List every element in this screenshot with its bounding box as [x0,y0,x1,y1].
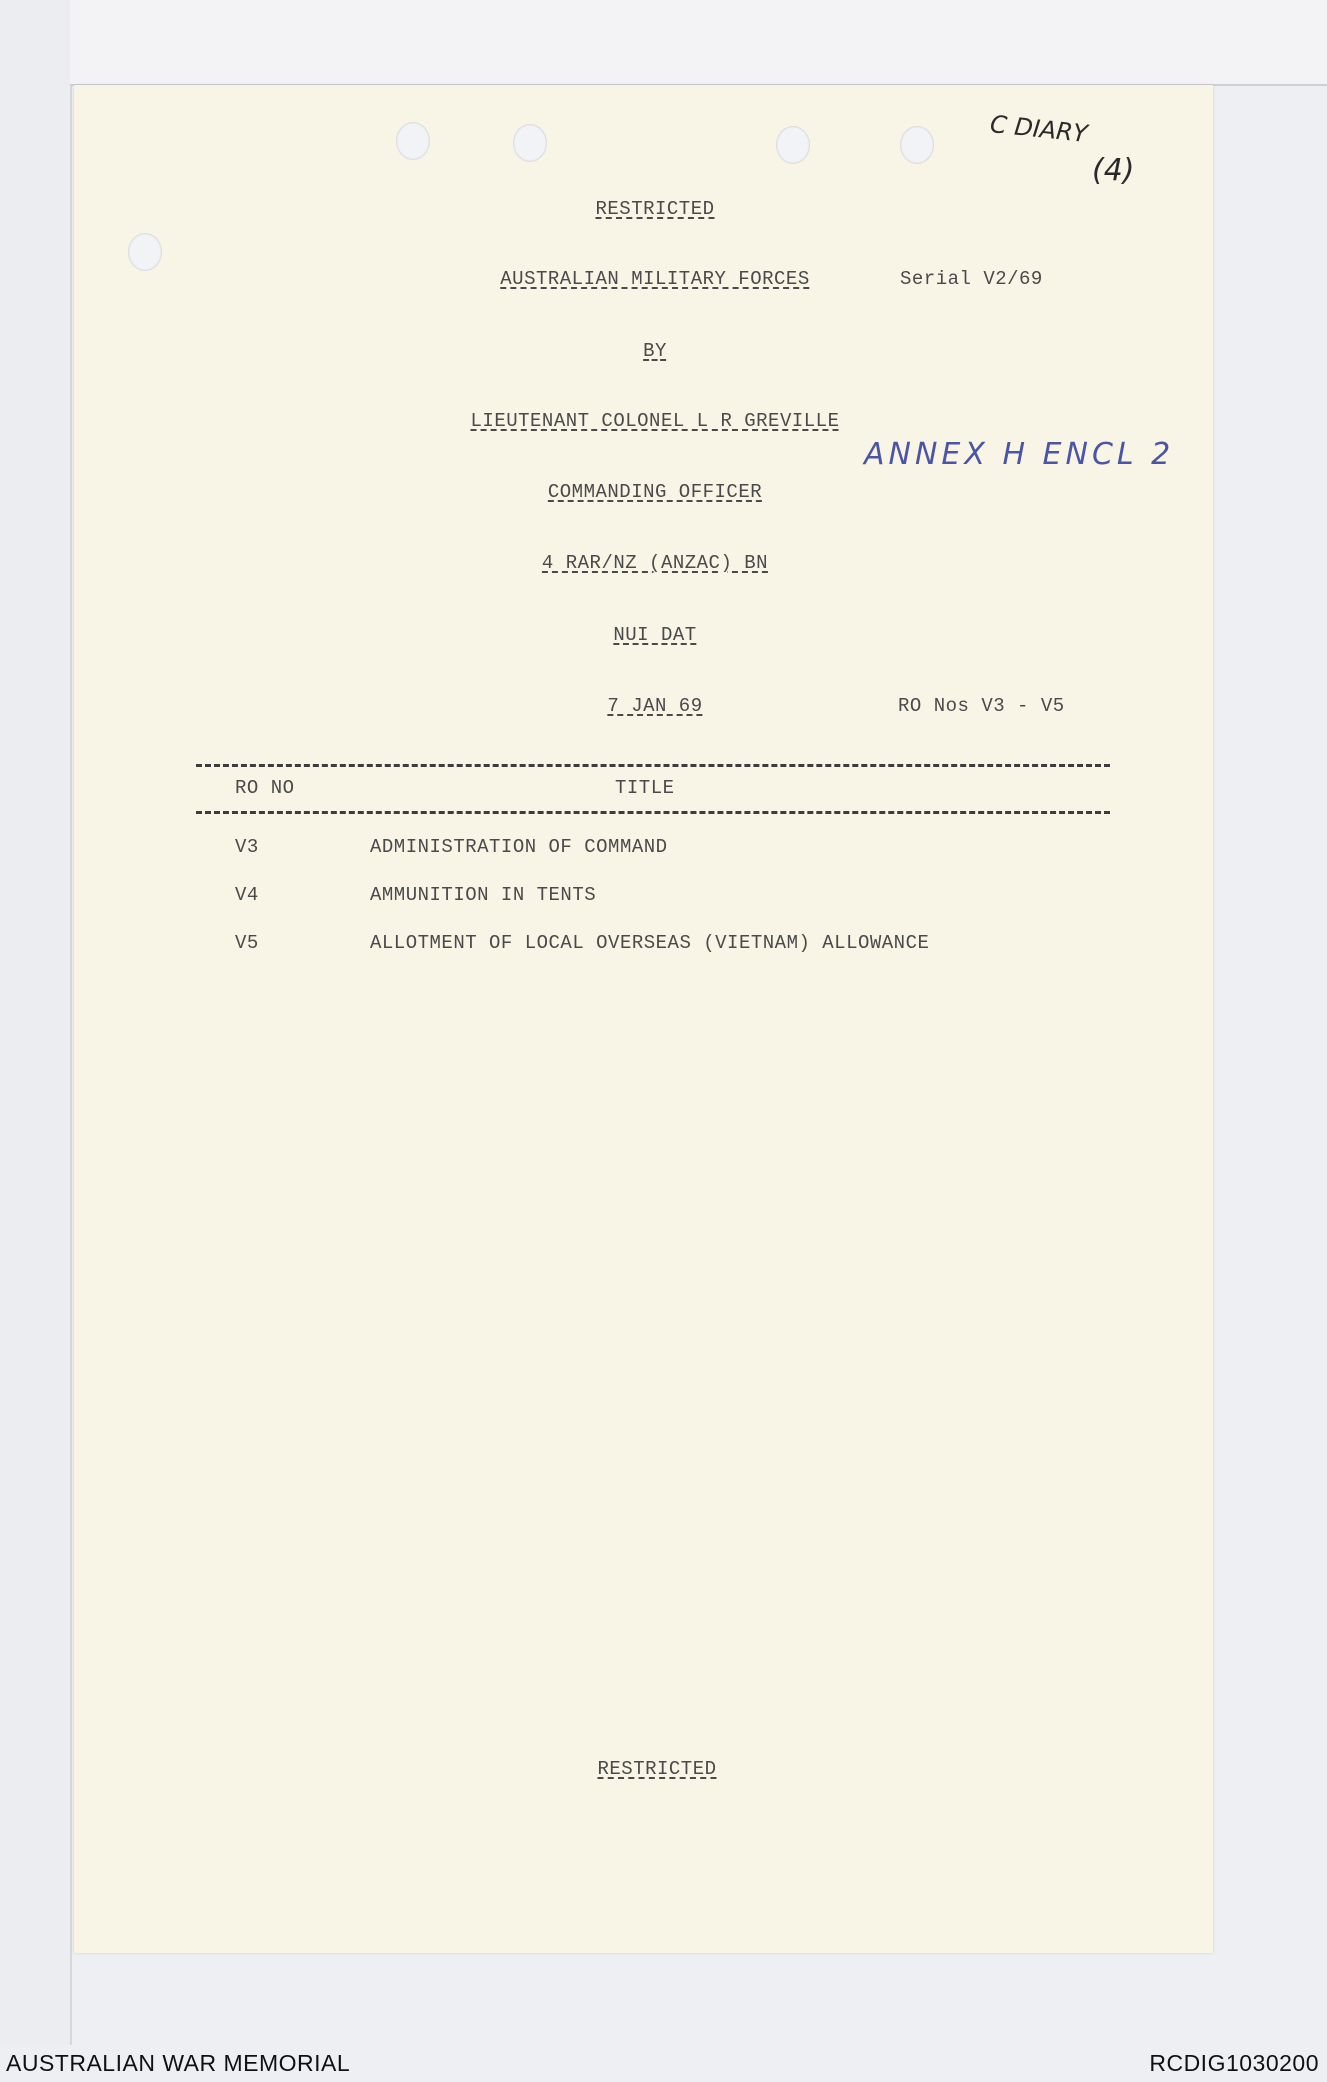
table-header-rule [196,811,1110,814]
row-title: ALLOTMENT OF LOCAL OVERSEAS (VIETNAM) ALLOWANCE [370,932,930,954]
ro-number-range: RO Nos V3 - V5 [898,695,1065,717]
document-page [74,85,1213,1953]
column-header-title: TITLE [615,777,675,799]
row-title: AMMUNITION IN TENTS [370,884,597,906]
scanner-background-left [0,0,72,2045]
by-line: BY [643,340,667,362]
handwritten-annex-note: ANNEX H ENCL 2 [864,437,1175,472]
classification-bottom: RESTRICTED [597,1758,717,1780]
punch-hole [513,124,547,162]
unit-name: 4 RAR/NZ (ANZAC) BN [541,552,769,574]
location: NUI DAT [613,624,697,646]
document-date: 7 JAN 69 [607,695,703,717]
handwritten-diary-note: C DIARY [988,109,1089,149]
table-top-rule [196,764,1110,767]
archive-footer-left: AUSTRALIAN WAR MEMORIAL [6,2050,351,2076]
row-ro-number: V4 [235,884,259,906]
punch-hole [776,126,810,164]
column-header-ro-no: RO NO [235,777,295,799]
handwritten-folio-number: (4) [1092,153,1135,188]
officer-role: COMMANDING OFFICER [547,481,763,503]
row-ro-number: V5 [235,932,259,954]
row-title: ADMINISTRATION OF COMMAND [370,836,668,858]
punch-hole [128,233,162,271]
punch-hole [900,126,934,164]
punch-hole [396,122,430,160]
row-ro-number: V3 [235,836,259,858]
organisation-heading: AUSTRALIAN MILITARY FORCES [500,268,810,290]
archive-footer-right: RCDIG1030200 [1149,2050,1319,2076]
serial-number: Serial V2/69 [900,268,1043,290]
scanner-background-top [70,0,1327,86]
classification-top: RESTRICTED [595,198,715,220]
officer-name: LIEUTENANT COLONEL L R GREVILLE [470,410,840,432]
